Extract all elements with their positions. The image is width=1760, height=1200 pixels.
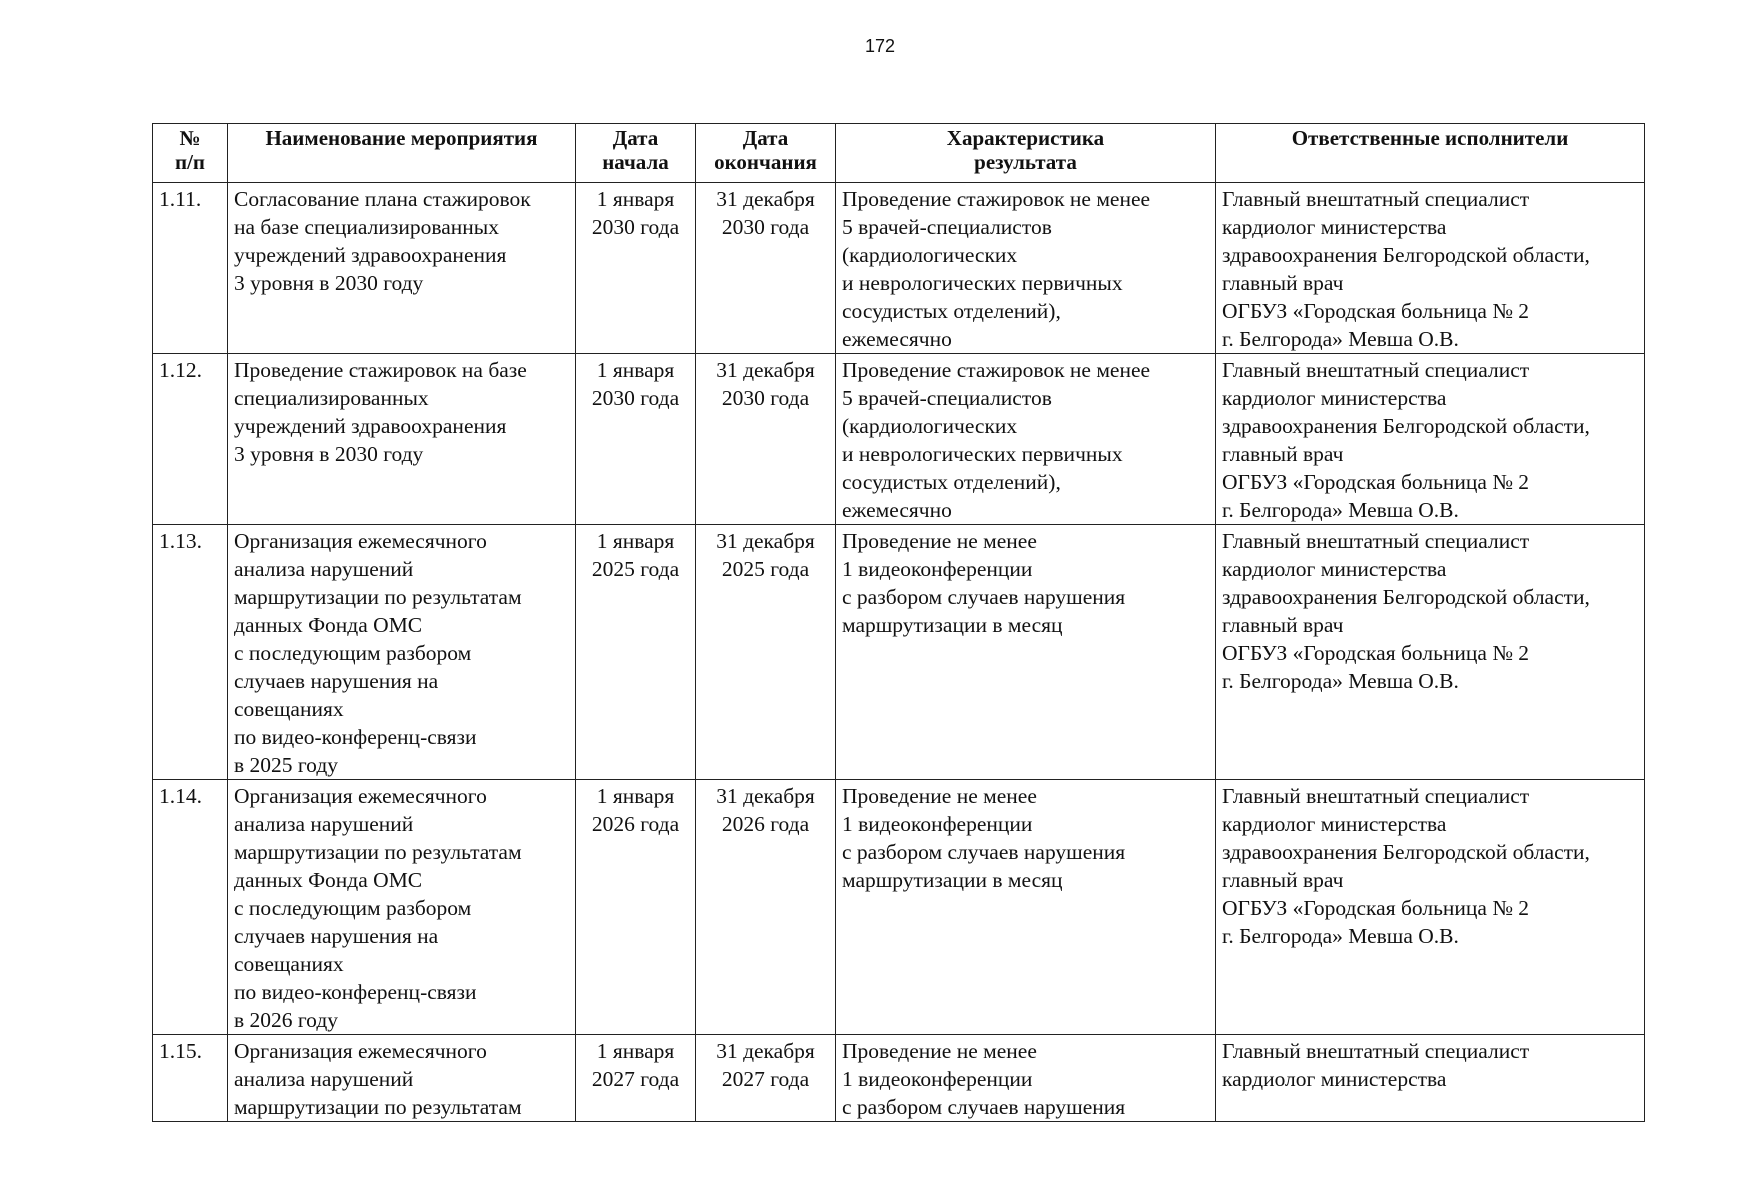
page-number: 172 [864,36,896,56]
table-row [153,183,1645,354]
cell-start-date: 1 января 2025 года [576,525,696,780]
cell-responsible: Главный внештатный специалист кардиолог министерства здравоохранения Белгородской области, главный врач ОГБУЗ «Городская больница № 2 г. Белгорода» Мевша О.В. [1216,780,1645,1035]
cell-number: 1.15. [153,1035,228,1122]
cell-number: 1.12. [153,354,228,525]
table-row [153,525,1645,780]
header-responsible: Ответственные исполнители [1216,124,1645,183]
cell-start-date: 1 января 2030 года [576,183,696,354]
cell-end-date: 31 декабря 2030 года [696,354,836,525]
cell-responsible: Главный внештатный специалист кардиолог министерства здравоохранения Белгородской области, главный врач ОГБУЗ «Городская больница № 2 г. Белгорода» Мевша О.В. [1216,354,1645,525]
cell-responsible: Главный внештатный специалист кардиолог министерства [1216,1035,1645,1122]
cell-start-date: 1 января 2027 года [576,1035,696,1122]
cell-end-date: 31 декабря 2025 года [696,525,836,780]
table-row [153,780,1645,1035]
header-start-date: Дата начала [576,124,696,183]
cell-activity-name: Согласование плана стажировок на базе специализированных учреждений здравоохранения 3 уровня в 2030 году [228,183,576,354]
cell-result: Проведение не менее 1 видеоконференции с разбором случаев нарушения маршрутизации в месяц [836,525,1216,780]
cell-start-date: 1 января 2026 года [576,780,696,1035]
cell-end-date: 31 декабря 2030 года [696,183,836,354]
table-row [153,1035,1645,1122]
header-end-date: Дата окончания [696,124,836,183]
header-result: Характеристика результата [836,124,1216,183]
cell-result: Проведение стажировок не менее 5 врачей-специалистов (кардиологических и неврологических первичных сосудистых отделений), ежемесячно [836,354,1216,525]
cell-activity-name: Организация ежемесячного анализа нарушений маршрутизации по результатам [228,1035,576,1122]
cell-start-date: 1 января 2030 года [576,354,696,525]
cell-activity-name: Организация ежемесячного анализа нарушений маршрутизации по результатам данных Фонда ОМС с последующим разбором случаев нарушения на совещаниях по видео-конференц-связи в 2026 году [228,780,576,1035]
cell-responsible: Главный внештатный специалист кардиолог министерства здравоохранения Белгородской области, главный врач ОГБУЗ «Городская больница № 2 г. Белгорода» Мевша О.В. [1216,525,1645,780]
cell-result: Проведение стажировок не менее 5 врачей-специалистов (кардиологических и неврологических первичных сосудистых отделений), ежемесячно [836,183,1216,354]
activities-table [152,123,1645,1122]
cell-responsible: Главный внештатный специалист кардиолог министерства здравоохранения Белгородской области, главный врач ОГБУЗ «Городская больница № 2 г. Белгорода» Мевша О.В. [1216,183,1645,354]
cell-end-date: 31 декабря 2027 года [696,1035,836,1122]
cell-activity-name: Проведение стажировок на базе специализированных учреждений здравоохранения 3 уровня в 2030 году [228,354,576,525]
header-number: № п/п [153,124,228,183]
cell-number: 1.13. [153,525,228,780]
cell-end-date: 31 декабря 2026 года [696,780,836,1035]
table-header-row [153,124,1645,183]
cell-number: 1.14. [153,780,228,1035]
cell-number: 1.11. [153,183,228,354]
cell-result: Проведение не менее 1 видеоконференции с разбором случаев нарушения маршрутизации в месяц [836,780,1216,1035]
header-activity-name: Наименование мероприятия [228,124,576,183]
table-row [153,354,1645,525]
cell-result: Проведение не менее 1 видеоконференции с разбором случаев нарушения [836,1035,1216,1122]
cell-activity-name: Организация ежемесячного анализа нарушений маршрутизации по результатам данных Фонда ОМС с последующим разбором случаев нарушения на совещаниях по видео-конференц-связи в 2025 году [228,525,576,780]
